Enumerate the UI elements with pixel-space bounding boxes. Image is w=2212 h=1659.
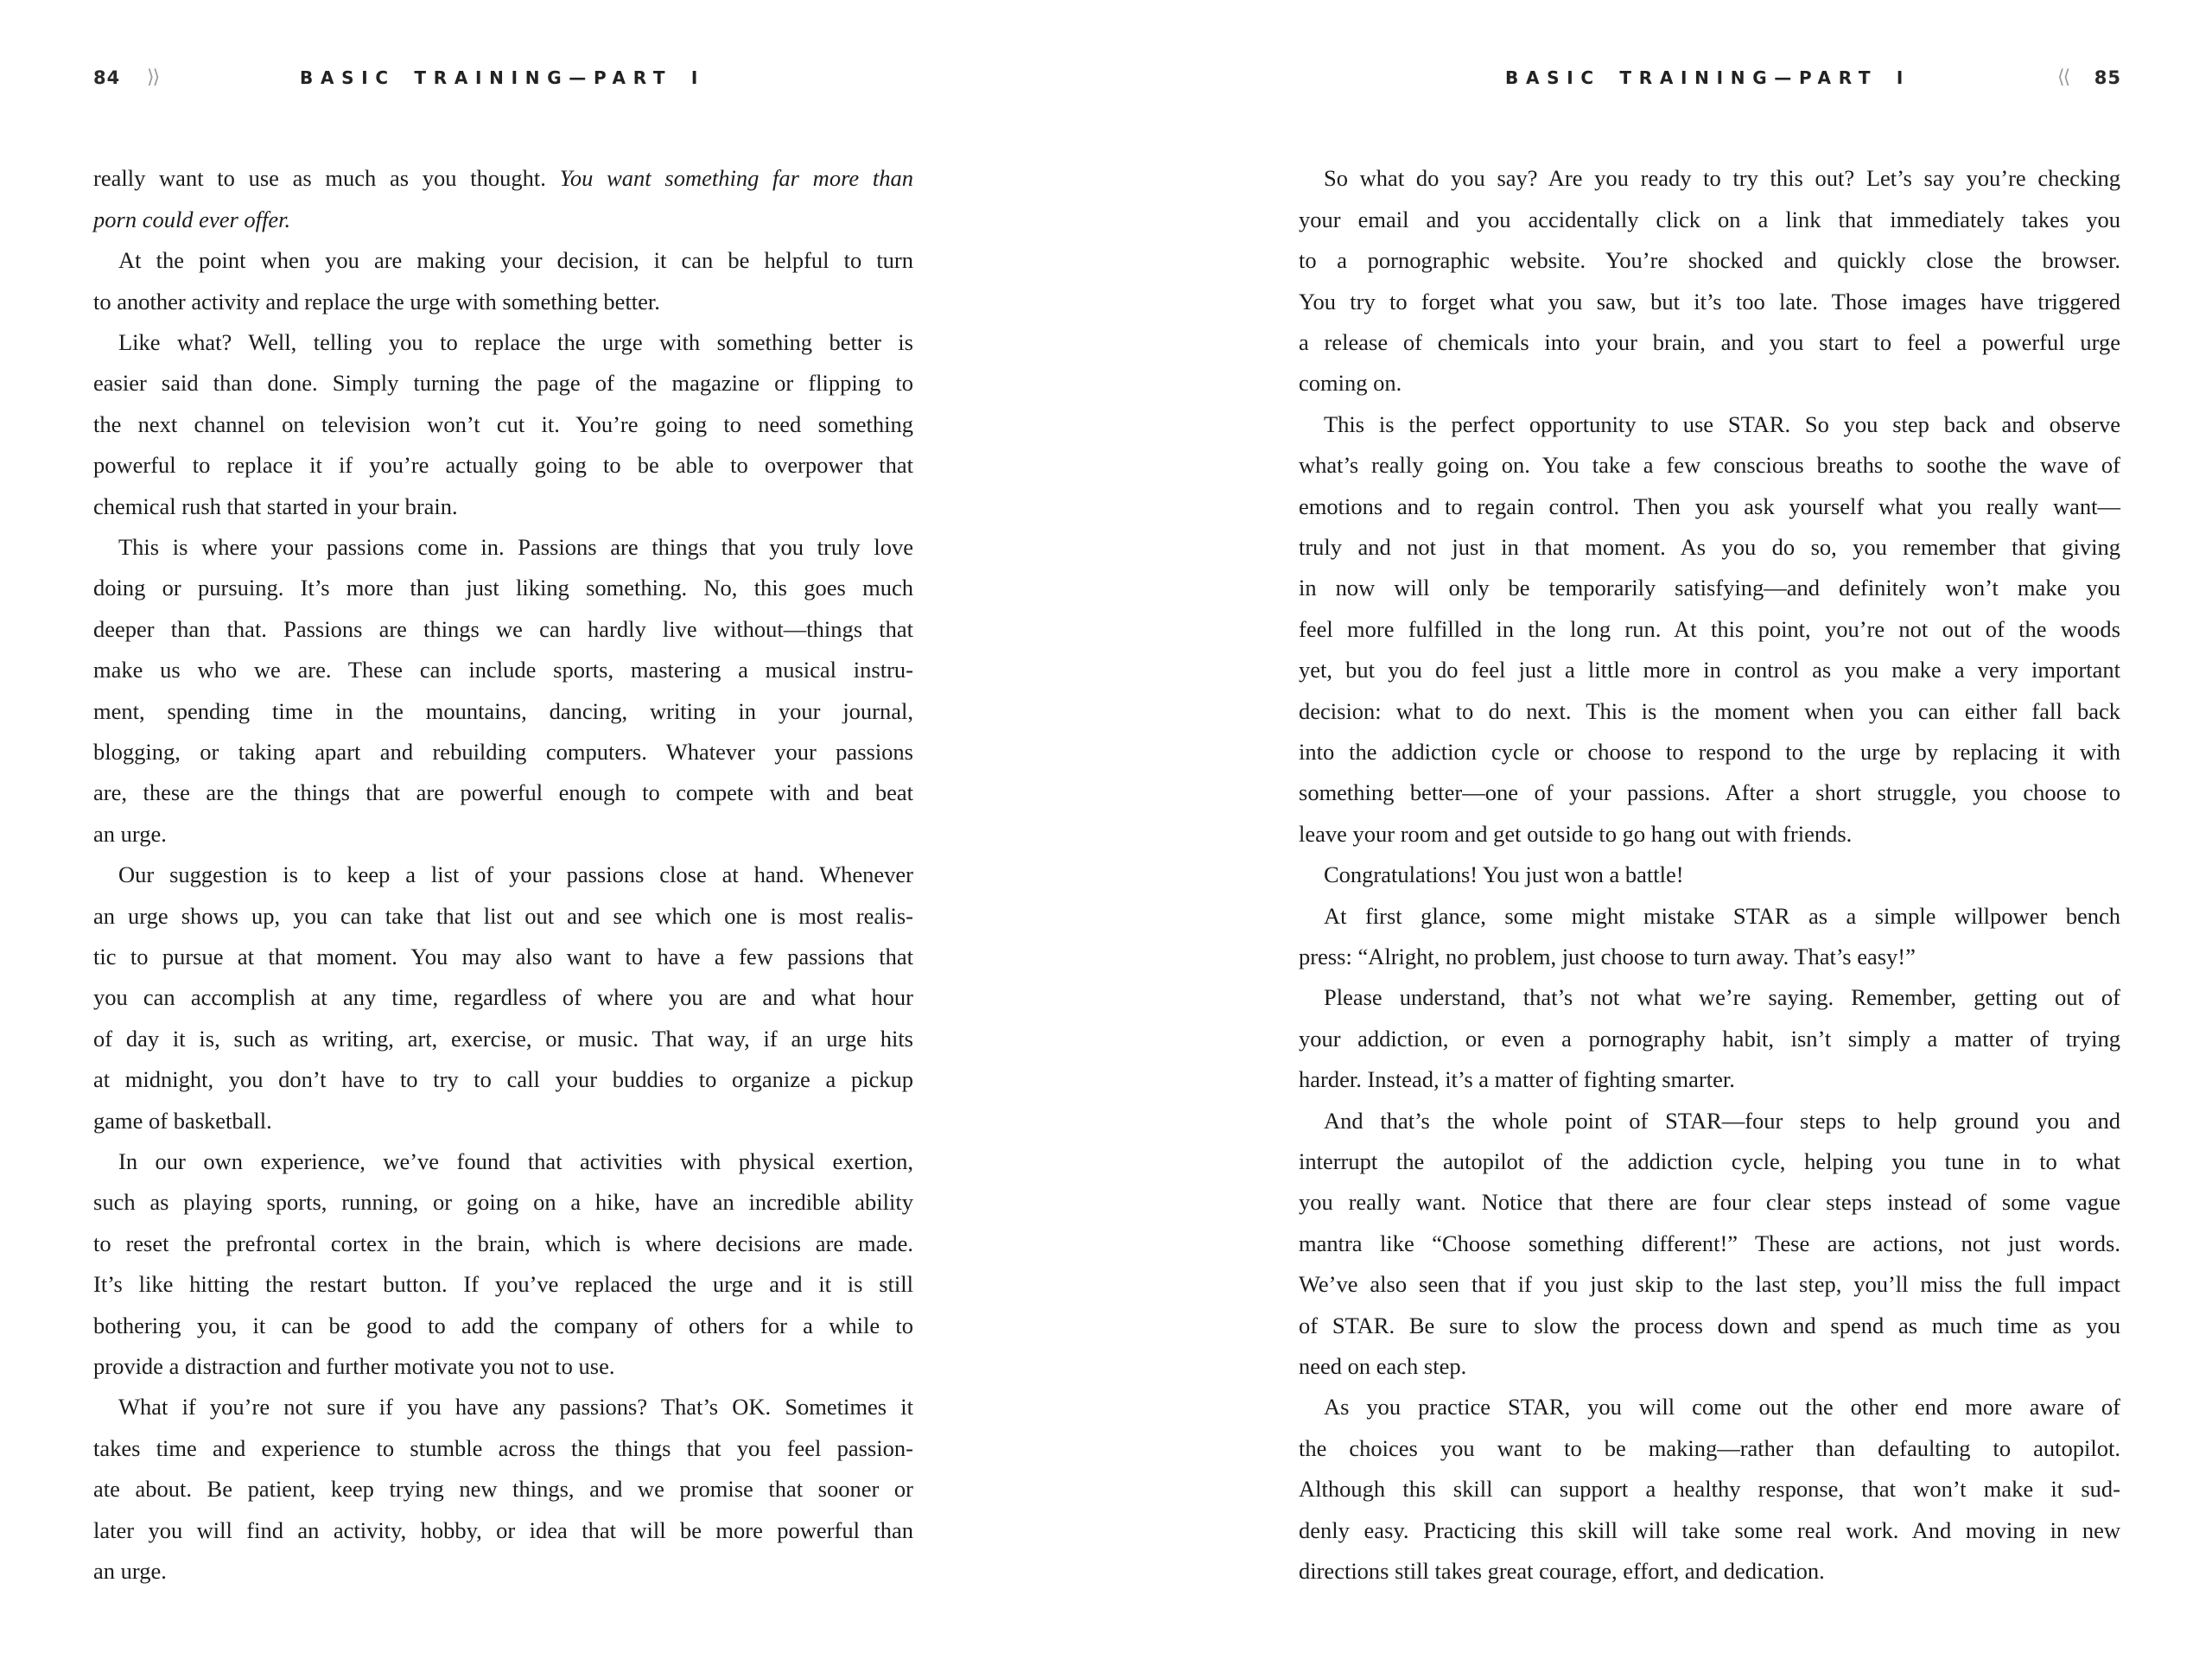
right-page [1106,0,2212,1659]
text-line: game of basketball. [93,1107,272,1134]
text-line: what’s really going on. You take a few conscious breaths to soothe the wave of [1299,452,2120,479]
text-line: something better—one of your passions. After a short struggle, you choose to [1299,779,2120,806]
text-line: coming on. [1299,370,1402,397]
text-line: into the addiction cycle or choose to respond to the urge by replacing it with [1299,738,2120,765]
text-line: We’ve also seen that if you just skip to the last step, you’ll miss the full impact [1299,1271,2120,1298]
text-line: your email and you accidentally click on a link that immediately takes you [1299,206,2120,232]
text-line: At first glance, some might mistake STAR as a simple willpower bench [1324,902,2120,929]
text-line: easier said than done. Simply turning the page of the magazine or flipping to [93,370,913,397]
italic-text: You want something far more than [559,165,913,192]
text-line: the choices you want to be making—rather than defaulting to autopilot. [1299,1434,2120,1461]
text-line: ate about. Be patient, keep trying new things, and we promise that sooner or [93,1476,913,1503]
text-line: to reset the prefrontal cortex in the brain, which is where decisions are made. [93,1230,913,1256]
text-line: in now will only be temporarily satisfying—and definitely won’t make you [1299,575,2120,601]
body-text [93,158,913,1592]
text-line: Although this skill can support a healthy response, that won’t make it sud- [1299,1476,2120,1503]
running-head: BASIC TRAINING—PART I [300,67,706,88]
text-line [93,200,913,240]
text-line: bothering you, it can be good to add the company of others for a while to [93,1312,913,1338]
text-line: you really want. Notice that there are four clear steps instead of some vague [1299,1189,2120,1216]
text-line: to a pornographic website. You’re shocked and quickly close the browser. [1299,247,2120,274]
text-line: later you will find an activity, hobby, or idea that will be more powerful than [93,1516,913,1543]
text-line: an urge shows up, you can take that list out and see which one is most realis- [93,902,913,929]
text-line: yet, but you do feel just a little more in control as you make a very important [1299,657,2120,683]
text-line: leave your room and get outside to go hang out with friends. [1299,820,1853,847]
text-line: such as playing sports, running, or going on a hike, have an incredible ability [93,1189,913,1216]
text-line: feel more fulfilled in the long run. At this point, you’re not out of the woods [1299,615,2120,642]
chevron-right-ornament-icon: ⟩⟩ [147,67,159,88]
text-line: This is the perfect opportunity to use STAR. So you step back and observe [1324,410,2120,437]
text-line: As you practice STAR, you will come out the other end more aware of [1324,1394,2120,1421]
text-line: deeper than that. Passions are things we can hardly live without—things that [93,615,913,642]
text-line: provide a distraction and further motivate you not to use. [93,1353,615,1380]
text-line: the next channel on television won’t cut it. You’re going to need something [93,410,913,437]
running-head: BASIC TRAINING—PART I [1505,67,1911,88]
text-line: tic to pursue at that moment. You may also want to have a few passions that [93,944,913,970]
text-line: of STAR. Be sure to slow the process down and spend as much time as you [1299,1312,2120,1338]
body-text [1299,158,2120,1592]
text-line: a release of chemicals into your brain, and you start to feel a powerful urge [1299,328,2120,355]
text-line: your addiction, or even a pornography habit, isn’t simply a matter of trying [1299,1025,2120,1052]
text-line: are, these are the things that are powerful enough to compete with and beat [93,779,913,806]
text-line: In our own experience, we’ve found that activities with physical exertion, [118,1148,913,1175]
text-line: truly and not just in that moment. As you do so, you remember that giving [1299,533,2120,560]
text-line: decision: what to do next. This is the moment when you can either fall back [1299,697,2120,724]
text-line: At the point when you are making your decision, it can be helpful to turn [118,247,913,274]
text-line: This is where your passions come in. Passions are things that you truly love [118,533,913,560]
text-line: mantra like “Choose something different!” These are actions, not just words. [1299,1230,2120,1256]
text-line: interrupt the autopilot of the addiction cycle, helping you tune in to what [1299,1148,2120,1175]
text-line: you can accomplish at any time, regardless of where you are and what hour [93,984,913,1011]
text-line [93,158,913,199]
text-line: at midnight, you don’t have to try to call your buddies to organize a pickup [93,1066,913,1093]
text-line: What if you’re not sure if you have any passions? That’s OK. Sometimes it [118,1394,913,1421]
text-line: an urge. [93,1558,167,1585]
italic-text: porn could ever offer. [93,206,291,232]
text-line: press: “Alright, no problem, just choose to turn away. That’s easy!” [1299,944,1916,970]
page-number: 84 [93,67,121,88]
text-line: make us who we are. These can include sports, mastering a musical instru- [93,657,913,683]
text-line: to another activity and replace the urge with something better. [93,288,660,315]
text-line: directions still takes great courage, effort, and dedication. [1299,1558,1825,1585]
text-line: So what do you say? Are you ready to try this out? Let’s say you’re checking [1324,165,2120,192]
text-line: need on each step. [1299,1353,1467,1380]
text-line: powerful to replace it if you’re actually going to be able to overpower that [93,452,913,479]
text-line: ment, spending time in the mountains, dancing, writing in your journal, [93,697,913,724]
text-line: emotions and to regain control. Then you ask yourself what you really want— [1299,493,2120,519]
text-line: Congratulations! You just won a battle! [1324,861,1684,888]
page-number: 85 [2094,67,2121,88]
text-line: harder. Instead, it’s a matter of fighting smarter. [1299,1066,1735,1093]
chevron-left-ornament-icon: ⟨⟨ [2057,67,2069,88]
text-line: Like what? Well, telling you to replace the urge with something better is [118,328,913,355]
text-line: of day it is, such as writing, art, exercise, or music. That way, if an urge hits [93,1025,913,1052]
text-line: Our suggestion is to keep a list of your passions close at hand. Whenever [118,861,913,888]
text-line: takes time and experience to stumble across the things that you feel passion- [93,1434,913,1461]
text-line: denly easy. Practicing this skill will take some real work. And moving in new [1299,1516,2120,1543]
text-line: You try to forget what you saw, but it’s too late. Those images have triggered [1299,288,2120,315]
text-line: chemical rush that started in your brain. [93,493,458,519]
text-line: It’s like hitting the restart button. If you’ve replaced the urge and it is still [93,1271,913,1298]
text-line: doing or pursuing. It’s more than just liking something. No, this goes much [93,575,913,601]
text-line: Please understand, that’s not what we’re saying. Remember, getting out of [1324,984,2120,1011]
text-line: And that’s the whole point of STAR—four steps to help ground you and [1324,1107,2120,1134]
text-line: an urge. [93,820,167,847]
text-segment: really want to use as much as you thought. [93,165,560,192]
text-line: blogging, or taking apart and rebuilding computers. Whatever your passions [93,738,913,765]
